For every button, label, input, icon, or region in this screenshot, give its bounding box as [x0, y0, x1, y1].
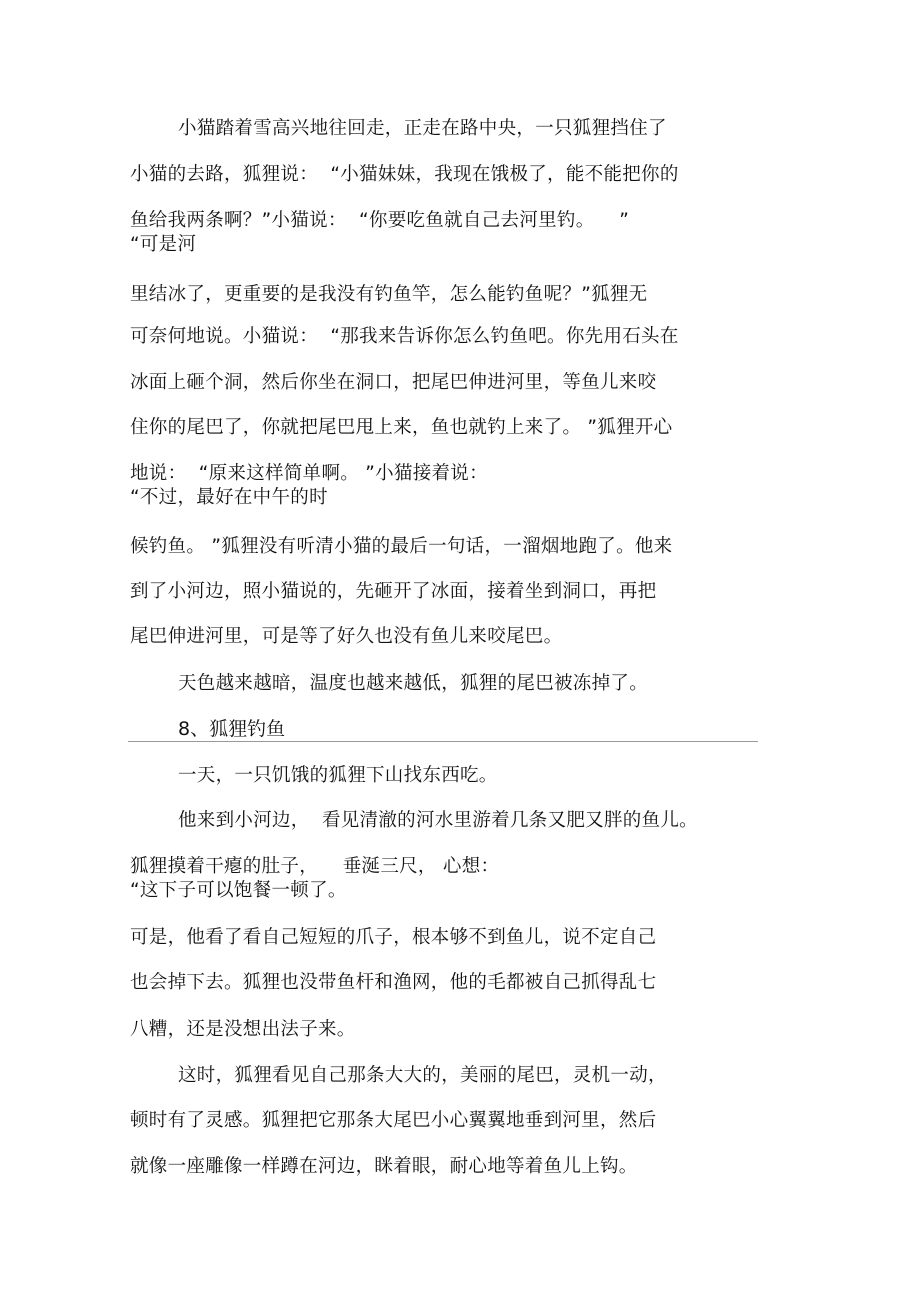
- text-line: 可奈何地说。小猫说： “那我来告诉你怎么钓鱼吧。你先用石头在: [130, 326, 679, 347]
- text-line: 里结冰了，更重要的是我没有钓鱼竿，怎么能钓鱼呢？”狐狸无: [130, 284, 648, 305]
- section-title: 8、狐狸钓鱼: [178, 718, 286, 740]
- section-divider: [128, 741, 758, 742]
- text-line: 这时，狐狸看见自己那条大大的，美丽的尾巴，灵机一动，: [178, 1065, 667, 1086]
- text-line: 一天，一只饥饿的狐狸下山找东西吃。: [178, 765, 498, 786]
- text-line: 住你的尾巴了，你就把尾巴甩上来，鱼也就钓上来了。 ”狐狸开心: [130, 417, 673, 438]
- text-line: “这下子可以饱餐一顿了。: [130, 880, 347, 901]
- text-line: 小猫的去路，狐狸说： “小猫妹妹，我现在饿极了，能不能把你的: [130, 164, 679, 185]
- text-line: 顿时有了灵感。狐狸把它那条大尾巴小心翼翼地垂到河里，然后: [130, 1110, 657, 1131]
- text-line: 也会掉下去。狐狸也没带鱼杆和渔网，他的毛都被自己抓得乱七: [130, 972, 657, 993]
- text-line: 尾巴伸进河里，可是等了好久也没有鱼儿来咬尾巴。: [130, 626, 563, 647]
- text-line: “不过，最好在中午的时: [130, 487, 328, 508]
- text-line: 天色越来越暗，温度也越来越低，狐狸的尾巴被冻掉了。: [178, 673, 649, 694]
- text-line: 鱼给我两条啊？”小猫说： “你要吃鱼就自己去河里钓。 ”: [130, 210, 630, 231]
- text-line: 小猫踏着雪高兴地往回走，正走在路中央，一只狐狸挡住了: [178, 118, 667, 139]
- text-line: “可是河: [130, 234, 197, 255]
- text-line: 地说： “原来这样简单啊。 ”小猫接着说：: [130, 463, 488, 484]
- text-line: 可是，他看了看自己短短的爪子，根本够不到鱼儿，说不定自己: [130, 927, 657, 948]
- text-line: 就像一座雕像一样蹲在河边，眯着眼，耐心地等着鱼儿上钩。: [130, 1156, 638, 1177]
- text-line: 冰面上砸个洞，然后你坐在洞口，把尾巴伸进河里，等鱼儿来咬: [130, 372, 657, 393]
- text-line: 到了小河边，照小猫说的，先砸开了冰面，接着坐到洞口，再把: [130, 581, 657, 602]
- text-line: 他来到小河边， 看见清澈的河水里游着几条又肥又胖的鱼儿。: [178, 810, 698, 831]
- text-line: 八糟，还是没想出法子来。: [130, 1019, 356, 1040]
- text-line: 狐狸摸着干瘪的肚子， 垂涎三尺， 心想：: [130, 856, 500, 877]
- text-line: 候钓鱼。 ”狐狸没有听清小猫的最后一句话，一溜烟地跑了。他来: [130, 536, 673, 557]
